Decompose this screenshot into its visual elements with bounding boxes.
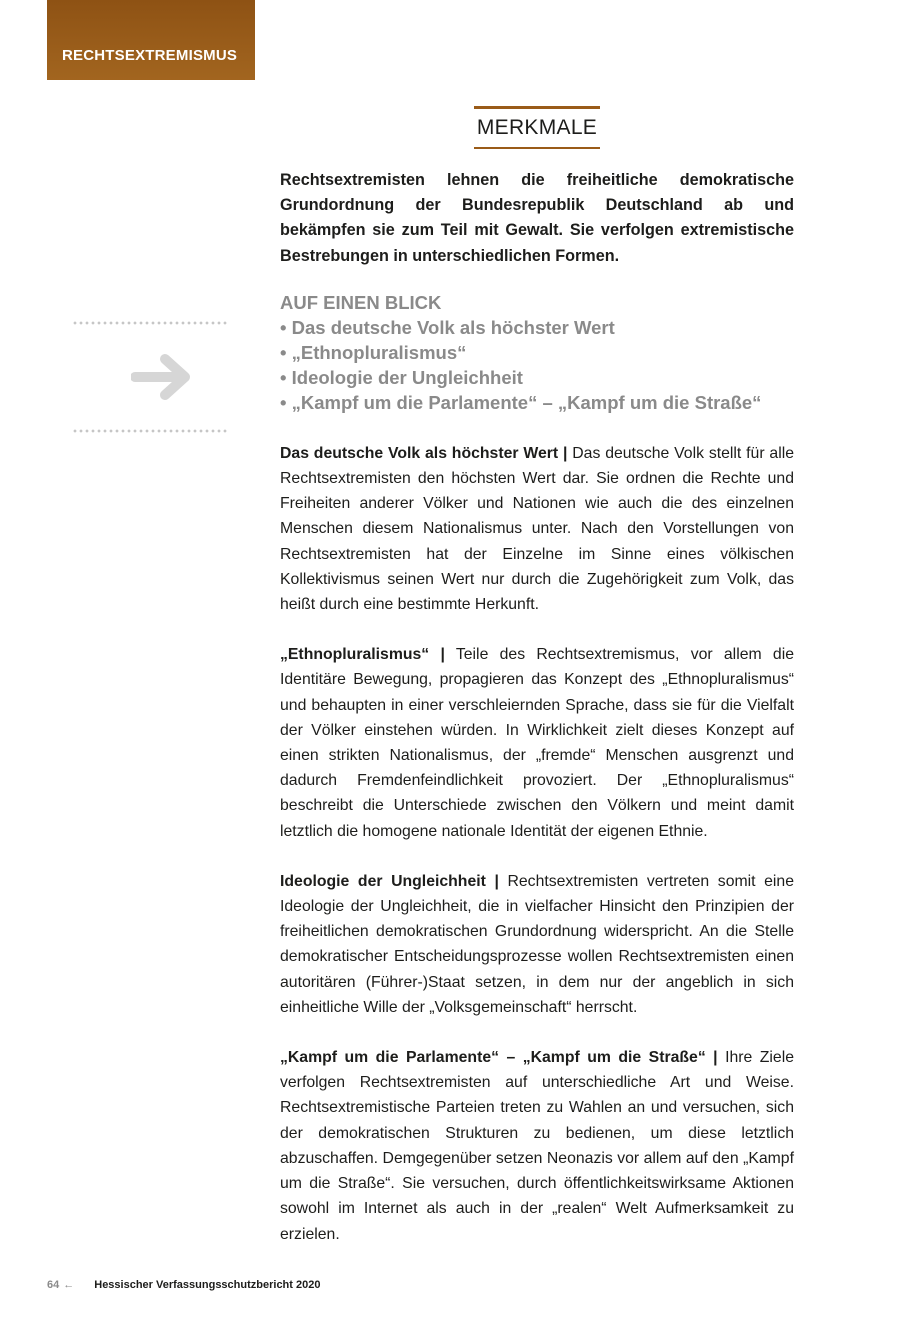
list-item: • „Ethnopluralismus“ [280,340,794,365]
arrow-left-icon[interactable]: ← [63,1279,75,1291]
page-footer [47,1279,320,1291]
footer-title: Hessischer Verfassungsschutzbericht 2020 [94,1279,321,1291]
page-heading-box [474,106,600,149]
paragraph-volk [280,441,794,617]
at-a-glance-title: AUF EINEN BLICK [280,291,442,313]
dotted-divider-bottom [72,429,228,433]
list-item: • Das deutsche Volk als höchster Wert [280,315,794,340]
section-tab-label: RECHTSEXTREMISMUS [62,47,238,64]
section-tab [47,0,255,80]
paragraph-text: Das deutsche Volk stellt für alle Rechtsextremisten den höchsten Wert dar. Sie ordnen die Rechte und Freiheiten anderer Völker und Nationen wie auch die des einzelnen Menschen diesem Nationalismus unter. Nach den Vorstellungen von Rechtsextremisten hat der Einzelne im Sinne eines völkischen Kollektivismus seinen Wert nur durch die Zugehörigkeit zum Volk, das heißt durch eine bestimmte Herkunft. [280,444,795,614]
paragraph-lead: „Ethnopluralismus“ | [280,646,445,664]
paragraph-ungleichheit [280,869,794,1020]
paragraph-kampf [280,1045,794,1247]
page-number: 64 [47,1279,60,1291]
intro-paragraph: Rechtsextremisten lehnen die freiheitliche demokratische Grundordnung der Bundesrepublik Deutschland ab und bekämpfen sie zum Teil mit Gewalt. Sie verfolgen extremistische Bestrebungen in unterschiedlichen Formen. [280,171,794,265]
paragraph-lead: Ideologie der Ungleichheit | [280,872,499,890]
dotted-divider-top [72,321,228,325]
main-content [280,168,794,1247]
paragraph-text: Teile des Rechtsextremismus, vor allem die Identitäre Bewegung, propagieren das Konzept des „Ethnopluralismus“ und behaupten in einer verschleiernden Sprache, dass sie für die Vielfalt der Völker einstehen würden. In Wirklichkeit zielt dieses Konzept auf einen strikten Nationalismus, der „fremde“ Menschen ausgrenzt und dadurch Fremdenfeindlichkeit provoziert. Der „Ethnopluralismus“ beschreibt die Unterschiede zwischen den Völkern und meint damit letztlich die homogene nationale Identität der eigenen Ethnie. [280,646,794,840]
paragraph-lead: Das deutsche Volk als höchster Wert | [280,444,568,462]
at-a-glance-box [280,290,794,415]
paragraph-lead: „Kampf um die Parlamente“ – „Kampf um die Straße“ | [280,1049,718,1067]
paragraph-text: Ihre Ziele verfolgen Rechtsextremisten auf unterschiedliche Art und Weise. Rechtsextremistische Parteien treten zu Wahlen an und versuchen, sich der demokratischen Strukturen zu bedienen, um diese letztlich abzuschaffen. Demgegenüber setzen Neonazis vor allem auf den „Kampf um die Straße“. Sie versuchen, durch öffentlichkeitswirksame Aktionen sowohl im Internet als auch in der „realen“ Welt Aufmerksamkeit zu erzielen. [280,1049,794,1243]
paragraph-text: Rechtsextremisten vertreten somit eine Ideologie der Ungleichheit, die in vielfacher Hinsicht den Prinzipien der freiheitlichen demokratischen Grundordnung widerspricht. An die Stelle demokratischer Entscheidungsprozesse wollen Rechtsextremisten einen autoritären (Führer-)Staat setzen, in dem nur der angeblich in sich einheitliche Wille der „Volksgemeinschaft“ herrscht. [280,872,794,1016]
arrow-right-icon [131,350,195,404]
page-title: MERKMALE [476,116,598,139]
list-item: • „Kampf um die Parlamente“ – „Kampf um die Straße“ [280,390,794,415]
at-a-glance-list [280,315,794,415]
list-item: • Ideologie der Ungleichheit [280,365,794,390]
paragraph-ethnopluralismus [280,642,794,844]
